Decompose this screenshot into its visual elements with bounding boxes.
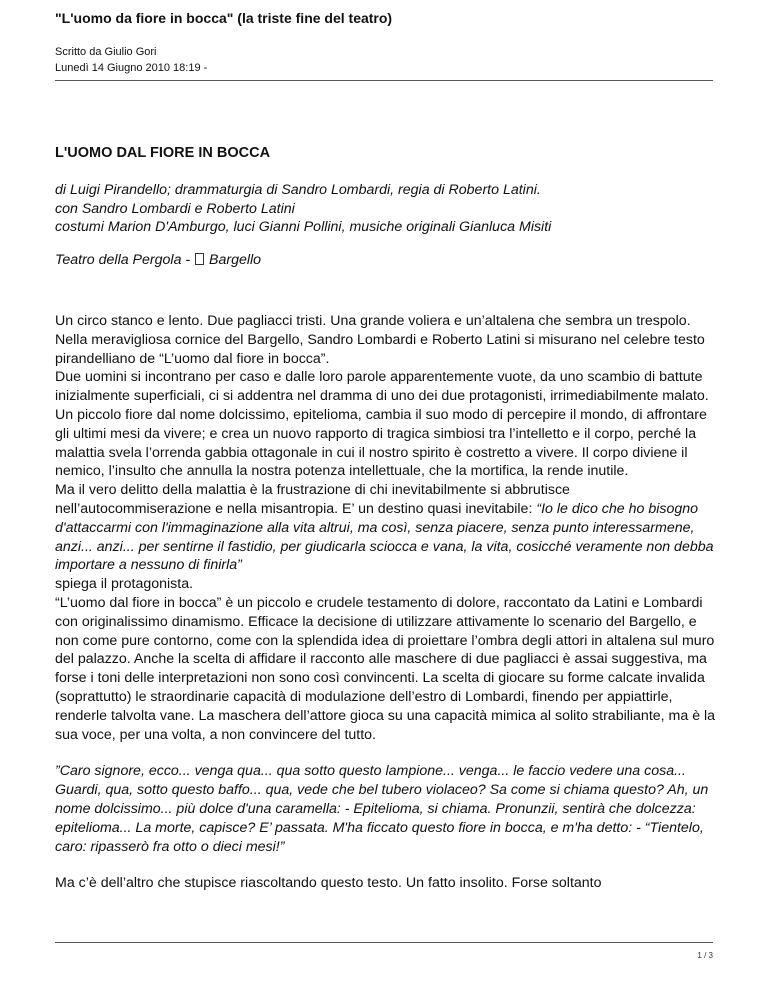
paragraph: spiega il protagonista.	[55, 576, 194, 593]
paragraph: Un circo stanco e lento. Due pagliacci tristi. Una grande voliera e un’altalena che sembra un trespolo. Nella meravigliosa cornice del Bargello, Sandro Lombardi e Roberto Latini si misurano nel celebre testo pirandelliano de “L’uomo dal fiore in bocca”.	[55, 312, 705, 367]
credits-block	[55, 181, 720, 237]
venue-line	[55, 251, 720, 270]
paragraph: Due uomini si incontrano per caso e dalle loro parole apparentemente vuote, da uno scambio di battute inizialmente superficiali, ci si addentra nel dramma di uno dei due protagonisti, irrimediabilmente malato. Un piccolo fiore dal nome dolcissimo, epitelioma, cambia il suo modo di percepire il mondo, di affrontare gli ultimi mesi da vivere; e crea un nuovo rapporto di tragica simbiosi tra l’intelletto e il corpo, perché la malattia svela l’orrenda gabbia ottagonale in cui il nostro spirito è costretto a vivere. Il corpo diviene il nemico, l’insulto che annulla la nostra potenza intellettuale, che la mortifica, la rende inutile.	[55, 369, 709, 480]
article-heading: L'UOMO DAL FIORE IN BOCCA	[55, 145, 271, 161]
header-meta	[55, 44, 207, 76]
venue-text: Bargello	[205, 252, 262, 269]
page-number: 1 / 3	[697, 951, 713, 960]
paragraph-text: Ma il vero delitto della malattia è la frustrazione di chi inevitabilmente si abbrutisce nell’autocommiserazione e nella misantropia. E’ un destino quasi inevitabile:	[55, 482, 570, 517]
quote-block: ”Caro signore, ecco... venga qua... qua sotto questo lampione... venga... le faccio vedere una cosa... Guardi, qua, sotto questo baffo... qua, vede che bel tubero violaceo? Sa come si chiama questo? Ah, un nome dolcissimo... più dolce d'una caramella: - Epitelioma, si chiama. Pronunzii, sentirà che dolcezza: epitelioma... La morte, capisce? E’ passata. M'ha ficcato questo fiore in bocca, e m'ha detto: - “Tientelo, caro: ripasserò fra otto o dieci mesi!”	[55, 763, 709, 855]
credits-line: costumi Marion D'Amburgo, luci Gianni Pollini, musiche originali Gianluca Misiti	[55, 219, 552, 236]
credits-line: di Luigi Pirandello; drammaturgia di Sandro Lombardi, regia di Roberto Latini.	[55, 181, 541, 198]
header-author: Scritto da Giulio Gori	[55, 46, 157, 58]
paragraph: Ma c’è dell’altro che stupisce riascoltando questo testo. Un fatto insolito. Forse soltanto	[55, 875, 602, 892]
venue-text: Teatro della Pergola -	[55, 252, 195, 269]
missing-glyph-icon	[195, 253, 204, 265]
header-title: "L'uomo da fiore in bocca" (la triste fine del teatro)	[55, 10, 393, 26]
header-divider	[55, 80, 713, 81]
quote-inline: “Io le dico che ho bisogno d'attaccarmi con l'immaginazione alla vita altrui, ma così, senza piacere, senza punto interessarmene, anzi... anzi... per sentirne il fastidio, per giudicarla sciocca e vana, la vita, cosicché veramente non debba importare a nessuno di finirla”	[55, 500, 714, 574]
credits-line: con Sandro Lombardi e Roberto Latini	[55, 200, 295, 217]
header-date: Lunedì 14 Giugno 2010 18:19 -	[55, 62, 208, 74]
paragraph	[55, 481, 720, 575]
paragraph: “L’uomo dal fiore in bocca” è un piccolo e crudele testamento di dolore, raccontato da Latini e Lombardi con originalissimo dinamismo. Efficace la decisione di utilizzare attivamente lo scenario del Bargello, e non come pure contorno, come con la splendida idea di proiettare l’ombra degli attori in altalena sul muro del palazzo. Anche la scelta di affidare il racconto alle maschere di due pagliacci è assai suggestiva, ma forse i toni delle interpretazioni non sono così convincenti. La scelta di giocare su forme calcate invalida (soprattutto) le straordinarie capacità di modulazione dell’estro di Lombardi, finendo per appiattirle, renderle talvolta vane. La maschera dell’attore gioca su una capacità mimica al solito strabiliante, ma è la sua voce, per una volta, a non convincere del tutto.	[55, 594, 716, 743]
footer-divider	[55, 942, 713, 943]
article-body	[55, 144, 720, 893]
